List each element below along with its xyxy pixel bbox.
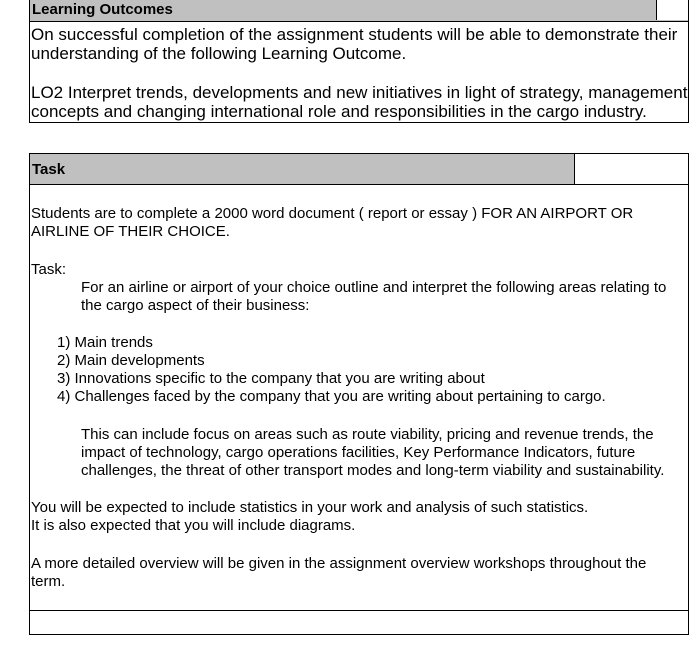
lo-intro-line-2: understanding of the following Learning Outcome. xyxy=(31,44,407,63)
task-title: Task xyxy=(32,161,66,178)
task-instruction-line-2: the cargo aspect of their business: xyxy=(81,297,310,314)
lo-intro-line-1: On successful completion of the assignment students will be able to demonstrate their xyxy=(31,25,678,44)
lo2-line-2: concepts and changing international role and responsibilities in the cargo industry. xyxy=(31,102,647,121)
task-item-2: 2) Main developments xyxy=(57,352,205,369)
task-intro-line-2: AIRLINE OF THEIR CHOICE. xyxy=(31,223,230,240)
task-focus-line-3: challenges, the threat of other transport modes and long-term viability and sustainability. xyxy=(81,462,665,479)
task-item-3: 3) Innovations specific to the company that you are writing about xyxy=(57,370,485,387)
task-focus-line-2: impact of technology, cargo operations facilities, Key Performance Indicators, future xyxy=(81,444,636,461)
task-intro-line-1: Students are to complete a 2000 word document ( report or essay ) FOR AN AIRPORT OR xyxy=(31,205,634,222)
task-label: Task: xyxy=(31,261,67,278)
task-overview-line-2: term. xyxy=(31,573,66,590)
task-instruction-line-1: For an airline or airport of your choice outline and interpret the following areas relating to xyxy=(81,279,667,296)
task-item-1: 1) Main trends xyxy=(57,334,153,351)
task-header xyxy=(30,154,688,185)
task-footer-divider xyxy=(30,610,688,611)
task-stats-line-2: It is also expected that you will include diagrams. xyxy=(31,517,356,534)
task-focus-line-1: This can include focus on areas such as route viability, pricing and revenue trends, the xyxy=(81,426,654,443)
learning-outcomes-title: Learning Outcomes xyxy=(32,1,173,18)
learning-outcomes-header xyxy=(30,0,688,22)
task-item-4: 4) Challenges faced by the company that you are writing about pertaining to cargo. xyxy=(57,388,606,405)
learning-outcomes-header-cell xyxy=(656,0,688,20)
task-overview-line-1: A more detailed overview will be given in the assignment overview workshops throughout the xyxy=(31,555,647,572)
task-stats-line-1: You will be expected to include statistics in your work and analysis of such statistics. xyxy=(31,499,589,516)
task-header-cell xyxy=(574,154,688,184)
lo2-line-1: LO2 Interpret trends, developments and new initiatives in light of strategy, management xyxy=(31,83,688,102)
